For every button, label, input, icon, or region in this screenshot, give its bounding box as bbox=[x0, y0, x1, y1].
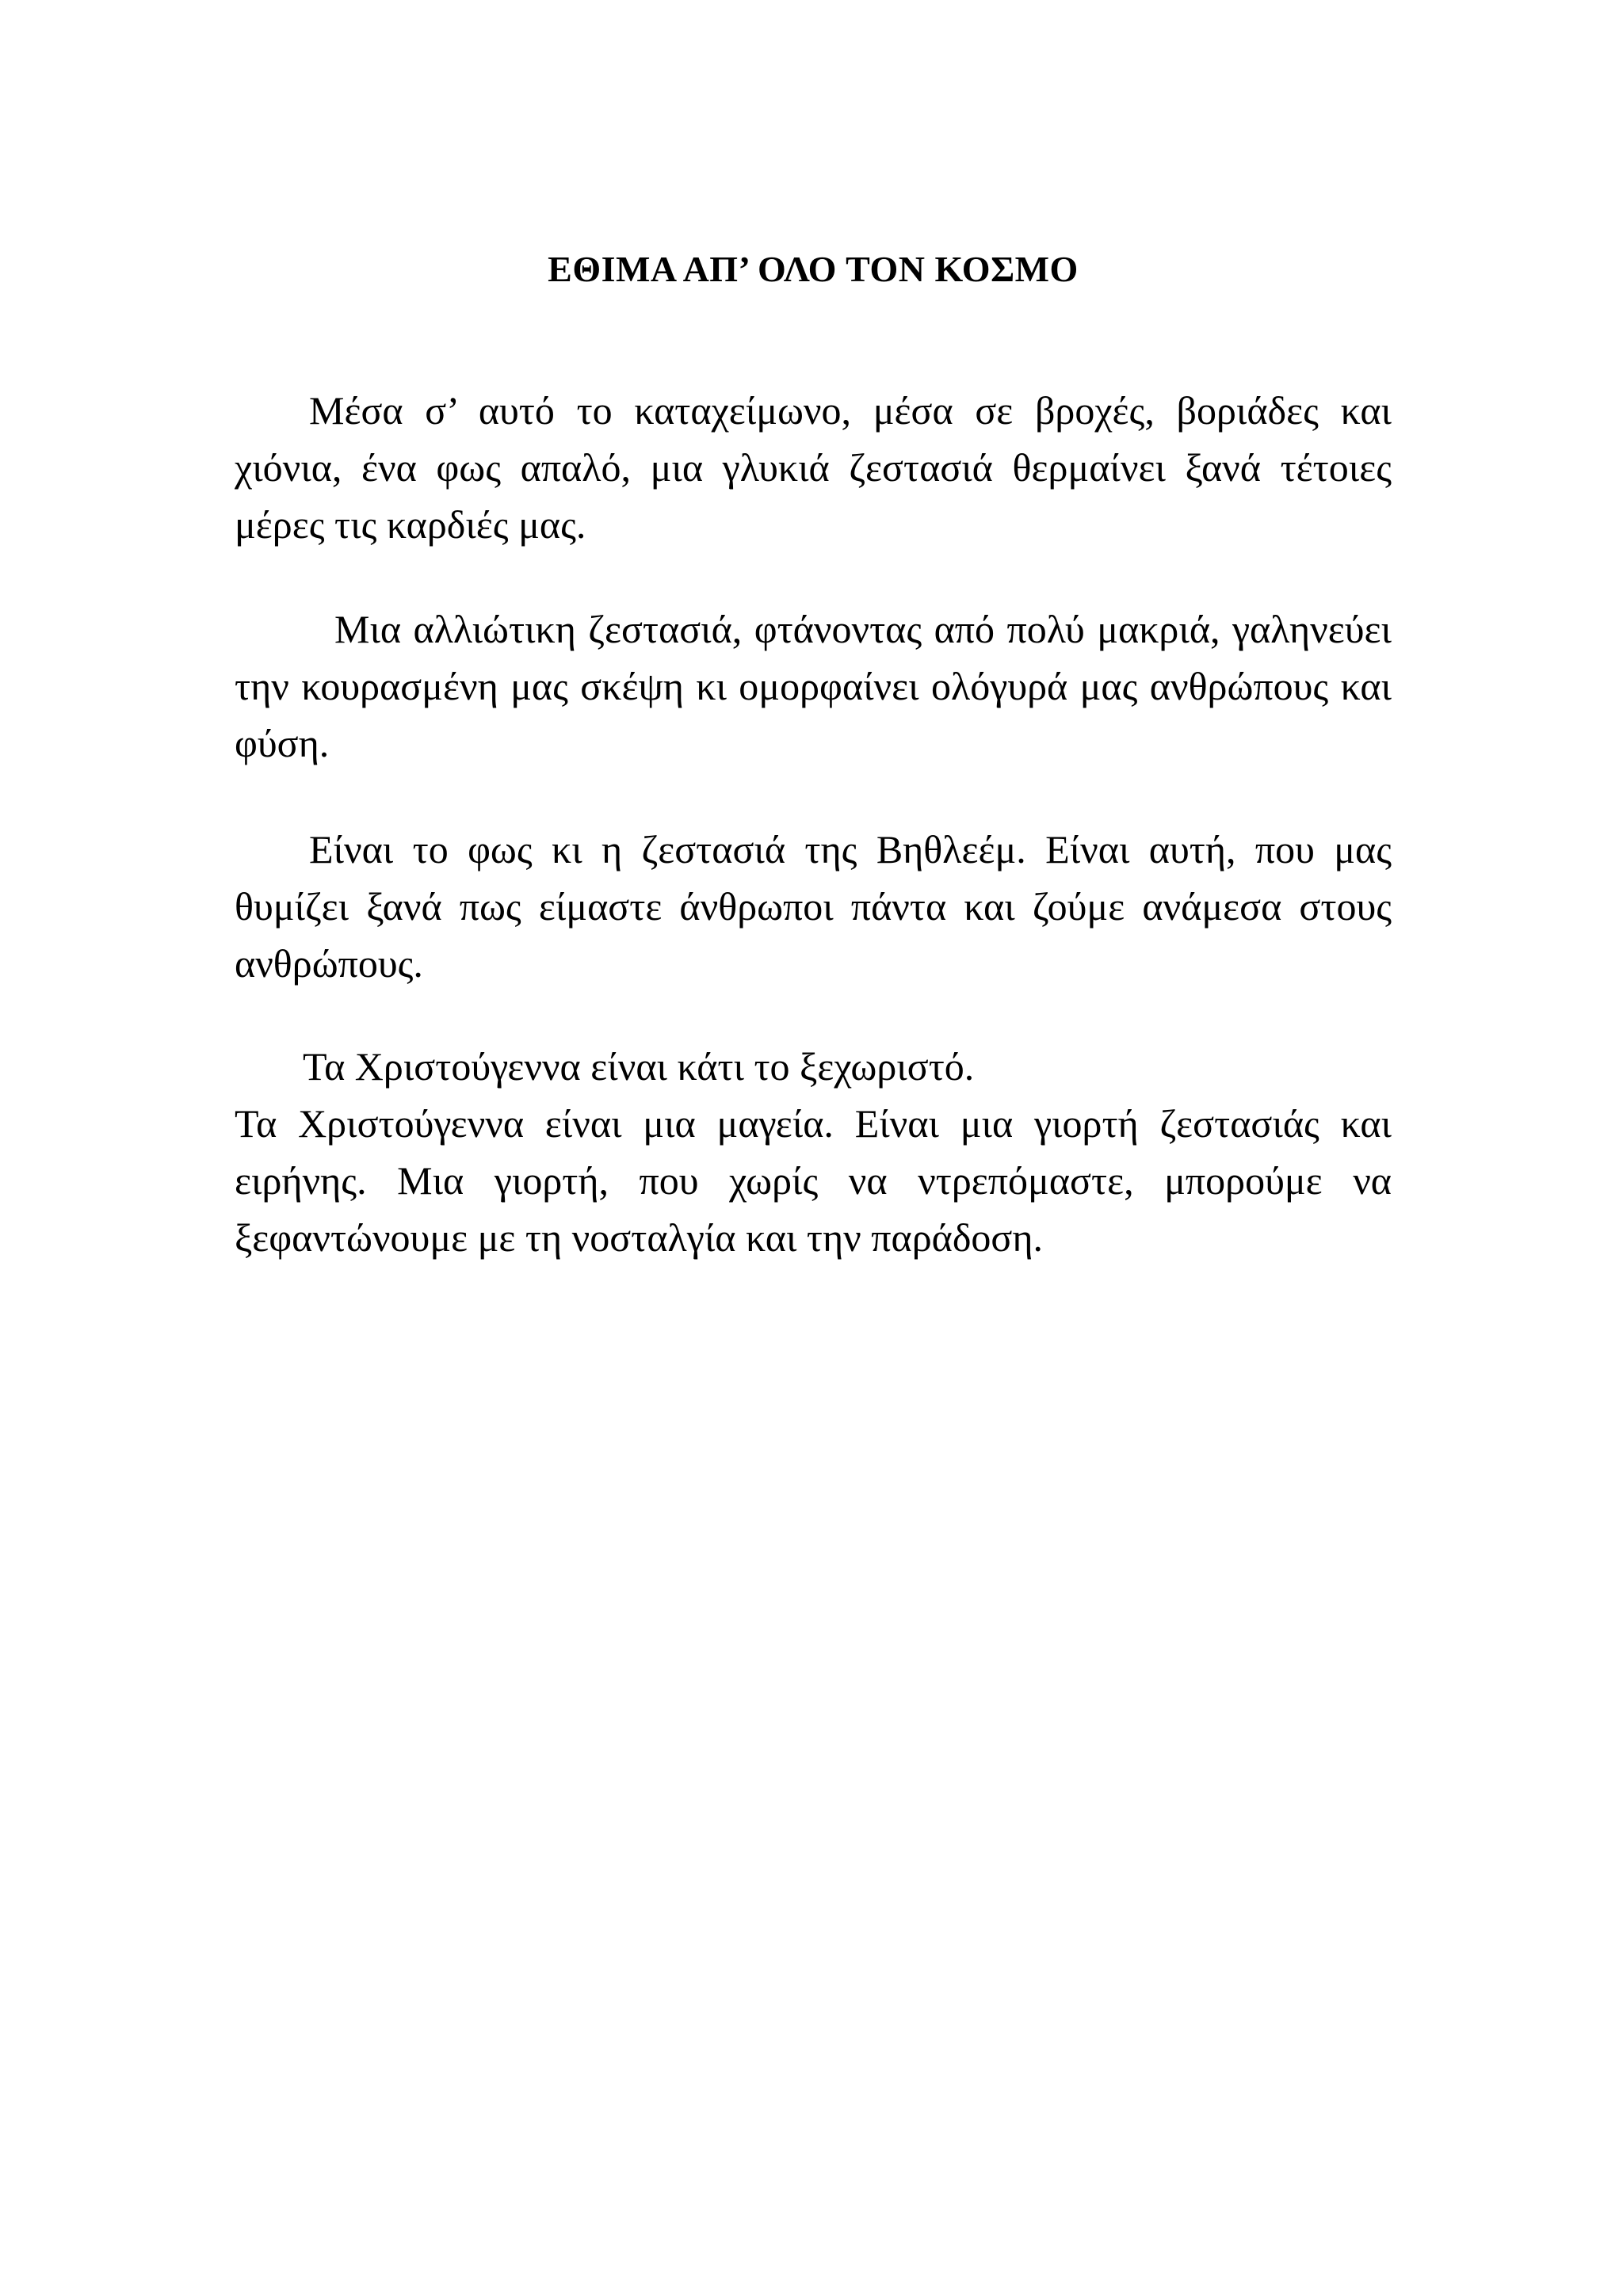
paragraph-3: Είναι το φως κι η ζεστασιά της Βηθλεέμ. Είναι αυτή, που μας θυμίζει ξανά πως είμαστε άνθρωποι πάντα και ζούμε ανάμεσα στους ανθρώπους. bbox=[235, 827, 1392, 986]
document-title: ΕΘΙΜΑ ΑΠ’ ΟΛΟ ΤΟΝ ΚΟΣΜΟ bbox=[548, 249, 1079, 289]
paragraph-5: Τα Χριστούγεννα είναι μια μαγεία. Είναι μια γιορτή ζεστασιάς και ειρήνης. Μια γιορτή, που χωρίς να ντρεπόμαστε, μπορούμε να ξεφαντώνουμε με τη νοσταλγία και την παράδοση. bbox=[235, 1101, 1392, 1260]
paragraph-4: Τα Χριστούγεννα είναι κάτι το ξεχωριστό. bbox=[303, 1044, 975, 1089]
paragraph-2: Μια αλλιώτικη ζεστασιά, φτάνοντας από πολύ μακριά, γαληνεύει την κουρασμένη μας σκέψη κι ομορφαίνει ολόγυρά μας ανθρώπους και φύση. bbox=[235, 607, 1392, 765]
paragraph-1: Μέσα σ’ αυτό το καταχείμωνο, μέσα σε βροχές, βοριάδες και χιόνια, ένα φως απαλό, μια γλυκιά ζεστασιά θερμαίνει ξανά τέτοιες μέρες τις καρδιές μας. bbox=[235, 388, 1392, 547]
